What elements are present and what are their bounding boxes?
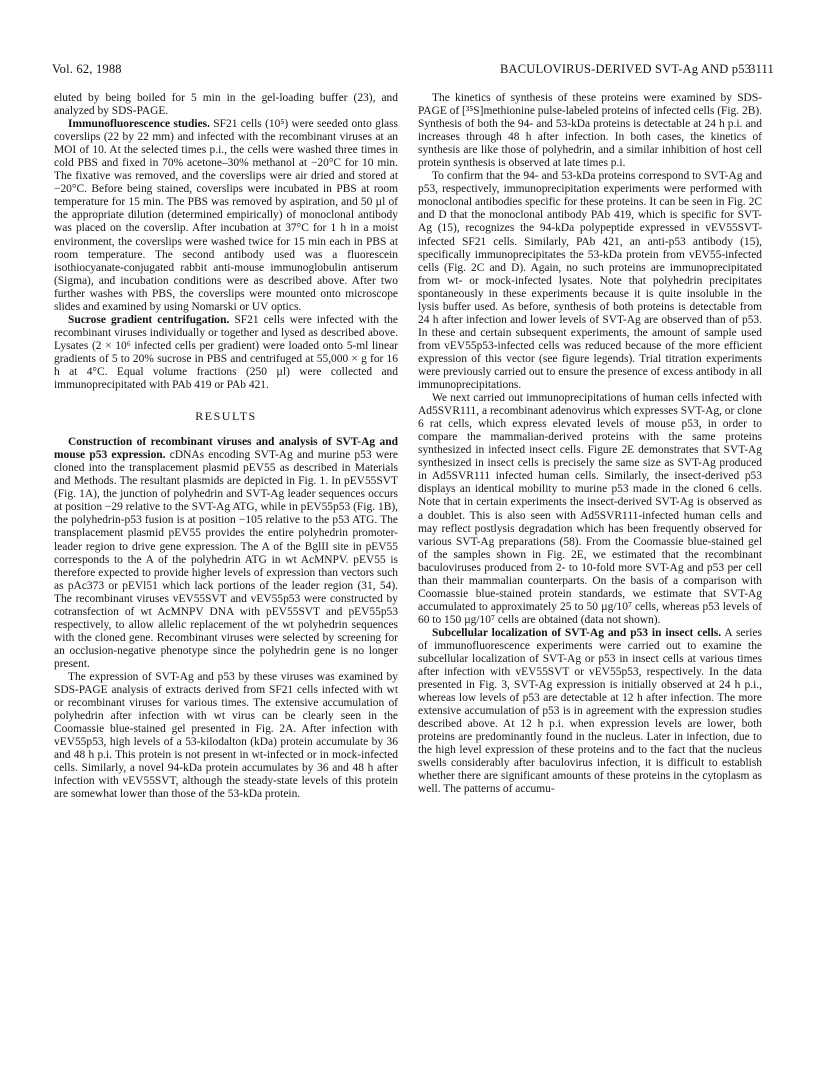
paragraph-sucrose-gradient	[54, 314, 398, 392]
paragraph-human-cells: We next carried out immunoprecipitations of human cells infected with Ad5SVR111, a recombinant adenovirus which expresses SVT-Ag, or clone 6 rat cells, which express elevated levels of mouse p53, in order to compare the mammalian-derived proteins with the same proteins synthesized in infected insect cells. Figure 2E demonstrates that SVT-Ag synthesized in insect cells is precisely the same size as SVT-Ag produced in Ad5SVR111 infected human cells. Similarly, the insect-derived p53 displays an identical mobility to murine p53 made in the cloned 6 cells. Note that in certain experiments the insect-derived SVT-Ag is observed as a doublet. This is also seen with Ad5SVR111-infected human cells and may reflect postlysis degradation which has been frequently observed for various SVT-Ag preparations (58). From the Coomassie blue-stained gel of the samples shown in Fig. 2E, we estimated that the recombinant baculoviruses produced from 2- to 10-fold more SVT-Ag and p53 per cell than their mammalian counterparts. On the basis of a comparison with Coomassie blue-stained protein standards, we estimate that SVT-Ag accumulated to approximately 25 to 50 µg/10⁷ cells, whereas p53 levels of 60 to 150 µg/10⁷ cells are obtained (data not shown).	[418, 392, 762, 626]
left-column	[54, 92, 398, 801]
results-heading: RESULTS	[195, 409, 257, 424]
paragraph-expression: The expression of SVT-Ag and p53 by these viruses was examined by SDS-PAGE analysis of extracts derived from SF21 cells infected with wt or recombinant viruses for various times. The extensive accumulation of polyhedrin after infection with wt virus can be clearly seen in the Coomassie blue-stained gel presented in Fig. 2A. After infection with vEV55p53, high levels of a 53-kilodalton (kDa) protein accumulate by 36 and 48 h p.i. This protein is not present in wt-infected or in mock-infected cells. Similarly, a novel 94-kDa protein accumulates by 36 and 48 h after infection with vEV55SVT, although the steady-state levels of this protein are somewhat lower than those of the 53-kDa protein.	[54, 670, 398, 801]
journal-volume: Vol. 62, 1988	[52, 62, 122, 76]
running-title: BACULOVIRUS-DERIVED SVT-Ag AND p53	[500, 62, 752, 76]
subcellular-heading: Subcellular localization of SVT-Ag and p53 in insect cells.	[432, 626, 722, 639]
immunofluorescence-heading: Immunofluorescence studies.	[68, 118, 210, 131]
construction-heading: Construction of recombinant viruses and analysis of SVT-Ag and mouse p53 expression.	[54, 436, 398, 462]
right-column	[418, 92, 762, 797]
construction-body: cDNAs encoding SVT-Ag and murine p53 were cloned into the transplacement plasmid pEV55 as described in Materials and Methods. The resultant plasmids are depicted in Fig. 1. In pEV55SVT (Fig. 1A), the junction of polyhedrin and SVT-Ag leader sequences occurs at position −29 relative to the SVT-Ag ATG, while in pEV55p53 (Fig. 1B), the polyhedrin-p53 fusion is at position −105 relative to the p53 ATG. The transplacement plasmid pEV55 provides the entire polyhedrin promoter-leader region to drive gene expression. The A of the BglII site in pEV55 corresponds to the A of the polyhedrin ATG in wt AcMNPV. pEV55 is therefore expected to provide higher levels of expression than vectors such as pAc373 or pEVl51 which lack portions of the leader region (31, 54). The recombinant viruses vEV55SVT and vEV55p53 were constructed by cotransfection of wt AcMNPV DNA with pEV55SVT and pEV55p53 respectively, to allow allelic replacement of the wt polyhedrin sequences with the cloned gene. Recombinant viruses were selected by screening for an occlusion-negative phenotype since the polyhedrin gene is no longer present.	[54, 449, 398, 670]
subcellular-body: A series of immunofluorescence experiments were carried out to examine the subcellular localization of SVT-Ag or p53 in insect cells at various times after infection with vEV55SVT or vEV55p53, respectively. In the data presented in Fig. 3, SVT-Ag expression is initially observed at 24 h p.i., whereas low levels of p53 are detectable at 12 h after infection. The more extensive accumulation of p53 is in agreement with the expression studies described above. At 12 h p.i. when expression levels are lower, both proteins are predominantly found in the nucleus. Later in infection, due to the high level expression of these proteins and to the fact that the nucleus swells considerably after baculovirus infection, it is difficult to establish whether there are significant amounts of these proteins in the cytoplasm as well. The patterns of accumu-	[418, 626, 762, 796]
immunofluorescence-body: SF21 cells (10⁵) were seeded onto glass coverslips (22 by 22 mm) and infected with the recombinant viruses at an MOI of 10. At the selected times p.i., the cells were washed three times in cold PBS and fixed in 70% acetone–30% methanol at −20°C for 10 min. The fixative was removed, and the coverslips were air dried and stored at −20°C. Before being stained, coverslips were incubated in PBS at room temperature for 15 min. The PBS was removed by aspiration, and 50 µl of the appropriate dilution (determined empirically) of monoclonal antibody was placed on the coverslip. After incubation at 37°C for 1 h in a moist environment, the coverslips were washed twice for 15 min each in PBS at room temperature. The second antibody used was a fluorescein isothiocyanate-conjugated rabbit anti-mouse immunoglobulin antiserum (Sigma), and incubation conditions were as described above. After two further washes with PBS, the coverslips were mounted onto microscope slides and examined by using Nomarski or UV optics.	[54, 118, 399, 313]
paragraph-methods-end: eluted by being boiled for 5 min in the gel-loading buffer (23), and analyzed by SDS-PAGE.	[54, 92, 398, 118]
paragraph-subcellular	[418, 627, 762, 797]
paragraph-construction	[54, 436, 398, 671]
paragraph-confirmation: To confirm that the 94- and 53-kDa proteins correspond to SVT-Ag and p53, respectively, immunoprecipitation experiments were performed with monoclonal antibodies specific for these proteins. It can be seen in Fig. 2C and D that the monoclonal antibody PAb 419, which is specific for SVT-Ag (15), recognizes the 94-kDa polypeptide expressed in vEV55SVT-infected SF21 cells. Similarly, PAb 421, an anti-p53 antibody (15), specifically immunoprecipitates the 53-kDa protein from vEV55-infected cells (Fig. 2C and D). Again, no such proteins are immunoprecipitated from wt- or mock-infected lysates. Note that polyhedrin precipitates spontaneously in these experiments because it is quite insoluble in the lysis buffer used. As before, synthesis of both proteins is detectable from 24 h after infection and lower levels of SVT-Ag are observed than of p53. In these and certain subsequent experiments, the amount of sample used from vEV55p53-infected cells was reduced because of the more efficient expression of this vector (see figure legends). Trial titration experiments were previously carried out to ensure the presence of excess antibody in all immunoprecipitations.	[418, 170, 762, 392]
sucrose-gradient-heading: Sucrose gradient centrifugation.	[68, 313, 230, 326]
paragraph-kinetics: The kinetics of synthesis of these proteins were examined by SDS-PAGE of [³⁵S]methionine pulse-labeled proteins of infected cells (Fig. 2B). Synthesis of both the 94- and 53-kDa proteins is detectable at 24 h p.i. and increases through 48 h after infection. In both cases, the kinetics of synthesis are like those of polyhedrin, and a similar inhibition of host cell protein synthesis is observed at late times p.i.	[418, 92, 763, 170]
running-header	[52, 62, 774, 80]
page-number: 3111	[749, 62, 774, 76]
sucrose-gradient-body: SF21 cells were infected with the recombinant viruses individually or together and lysed as described above. Lysates (2 × 10⁶ infected cells per gradient) were loaded onto 5-ml linear gradients of 5 to 20% sucrose in PBS and centrifuged at 55,000 × g for 16 h at 4°C. Equal volume fractions (250 µl) were collected and immunoprecipitated with PAb 419 or PAb 421.	[54, 313, 398, 392]
paragraph-immunofluorescence	[54, 118, 398, 314]
